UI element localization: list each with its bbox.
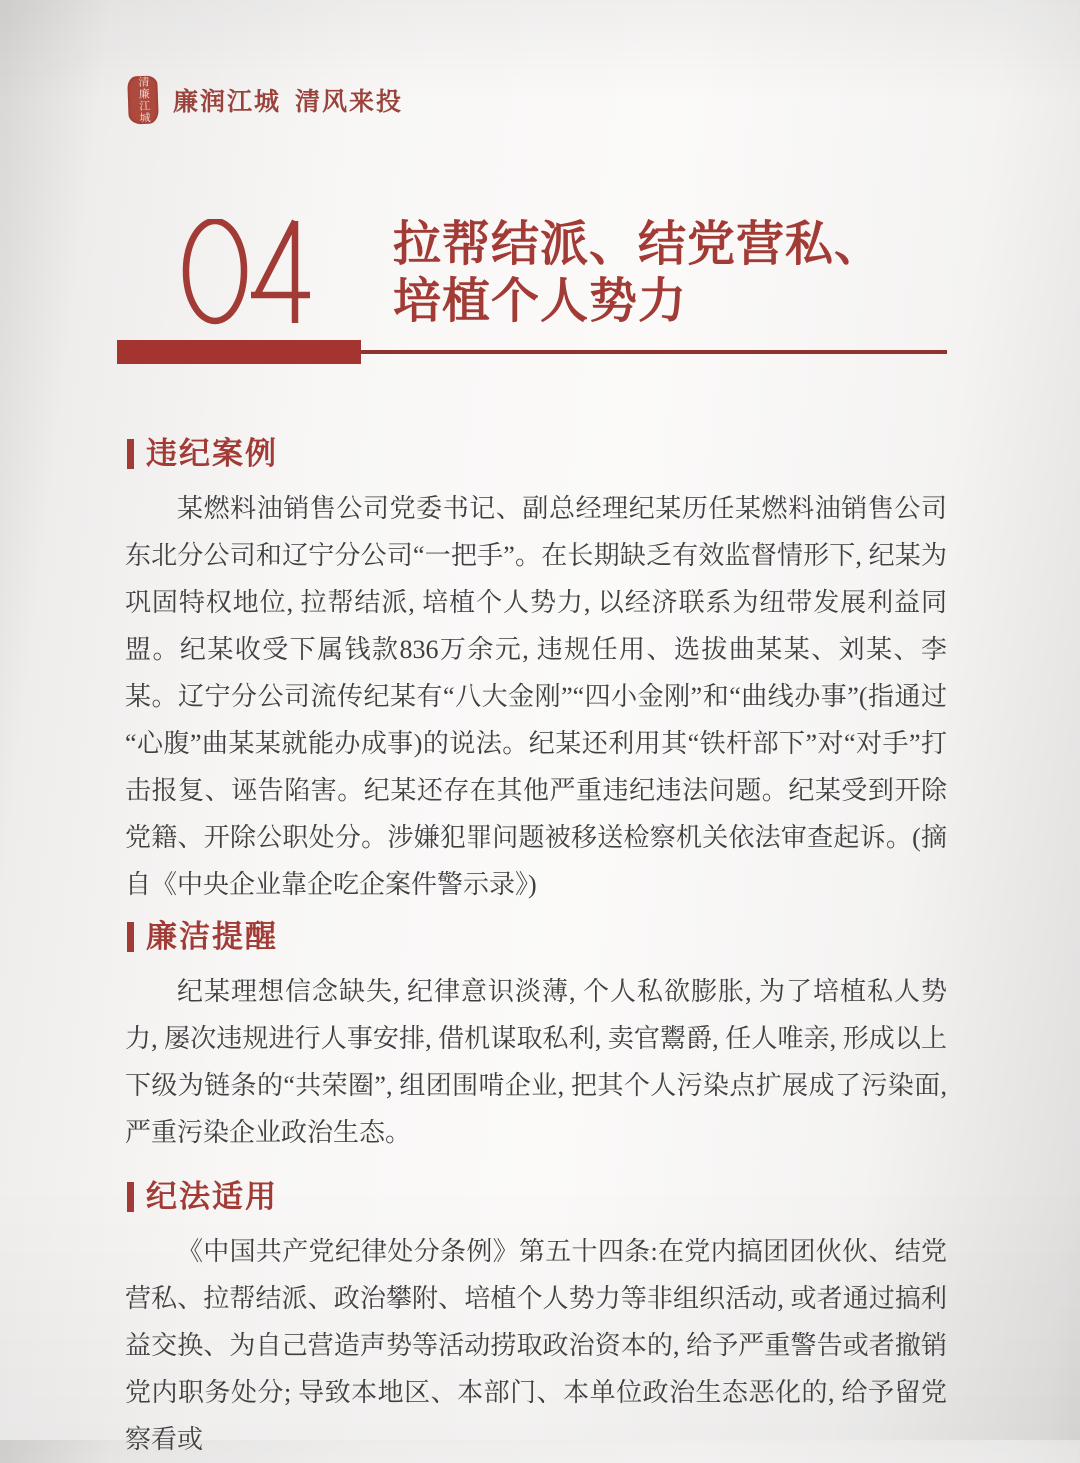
chapter-title: [393, 216, 883, 330]
section-body-reminder: 纪某理想信念缺失, 纪律意识淡薄, 个人私欲膨胀, 为了培植私人势力, 屡次违规进行人事安排, 借机谋取私利, 卖官鬻爵, 任人唯亲, 形成以上下级为链条的“共荣圈”, 组团围啃企业, 把其个人污染点扩展成了污染面, 严重污染企业政治生态。: [125, 977, 947, 1147]
chapter-number-graphic: [182, 219, 317, 325]
heading-bar: [127, 1182, 134, 1212]
section-body-law: 《中国共产党纪律处分条例》第五十四条:在党内搞团团伙伙、结党营私、拉帮结派、政治攀附、培植个人势力等非组织活动, 或者通过搞利益交换、为自己营造声势等活动捞取政治资本的, 给予严重警告或者撤销党内职务处分; 导致本地区、本部门、本单位政治生态恶化的, 给予留党察看或: [125, 1237, 947, 1454]
section-heading-case: [125, 436, 947, 471]
section-heading-text: 廉洁提醒: [146, 919, 278, 954]
section-heading-text: 纪法适用: [146, 1179, 278, 1214]
brand-header: [128, 75, 947, 125]
chapter-rule: [117, 340, 947, 364]
brand-slogan-part2: 清风来投: [295, 88, 404, 116]
brand-slogan: [173, 82, 403, 118]
chapter-number: [182, 219, 317, 330]
section-body-case: 某燃料油销售公司党委书记、副总经理纪某历任某燃料油销售公司东北分公司和辽宁分公司“一把手”。在长期缺乏有效监督情形下, 纪某为巩固特权地位, 拉帮结派, 培植个人势力, 以经济联系为纽带发展利益同盟。纪某收受下属钱款836万余元, 违规任用、选拔曲某某、刘某、李某。辽宁分公司流传纪某有“八大金刚”“四小金刚”和“曲线办事”(指通过“心腹”曲某某就能办成事)的说法。纪某还利用其“铁杆部下”对“对手”打击报复、诬告陷害。纪某还存在其他严重违纪违法问题。纪某受到开除党籍、开除公职处分。涉嫌犯罪问题被移送检察机关依法审查起诉。(摘自《中央企业靠企吃企案件警示录》): [125, 494, 947, 899]
rule-thin-line: [361, 350, 947, 354]
chapter-header: [125, 219, 947, 330]
chapter-title-line2: 培植个人势力: [393, 275, 688, 328]
seal-stamp-icon: [127, 75, 159, 124]
section-heading-law: [125, 1179, 947, 1214]
section-heading-text: 违纪案例: [146, 436, 278, 471]
heading-bar: [127, 439, 134, 469]
heading-bar: [127, 922, 134, 952]
section-heading-reminder: [125, 919, 947, 954]
rule-thick-bar: [117, 340, 361, 364]
seal-text: 清廉江城: [136, 75, 151, 125]
chapter-title-line1: 拉帮结派、结党营私、: [393, 218, 884, 271]
brand-slogan-part1: 廉润江城: [173, 88, 282, 116]
